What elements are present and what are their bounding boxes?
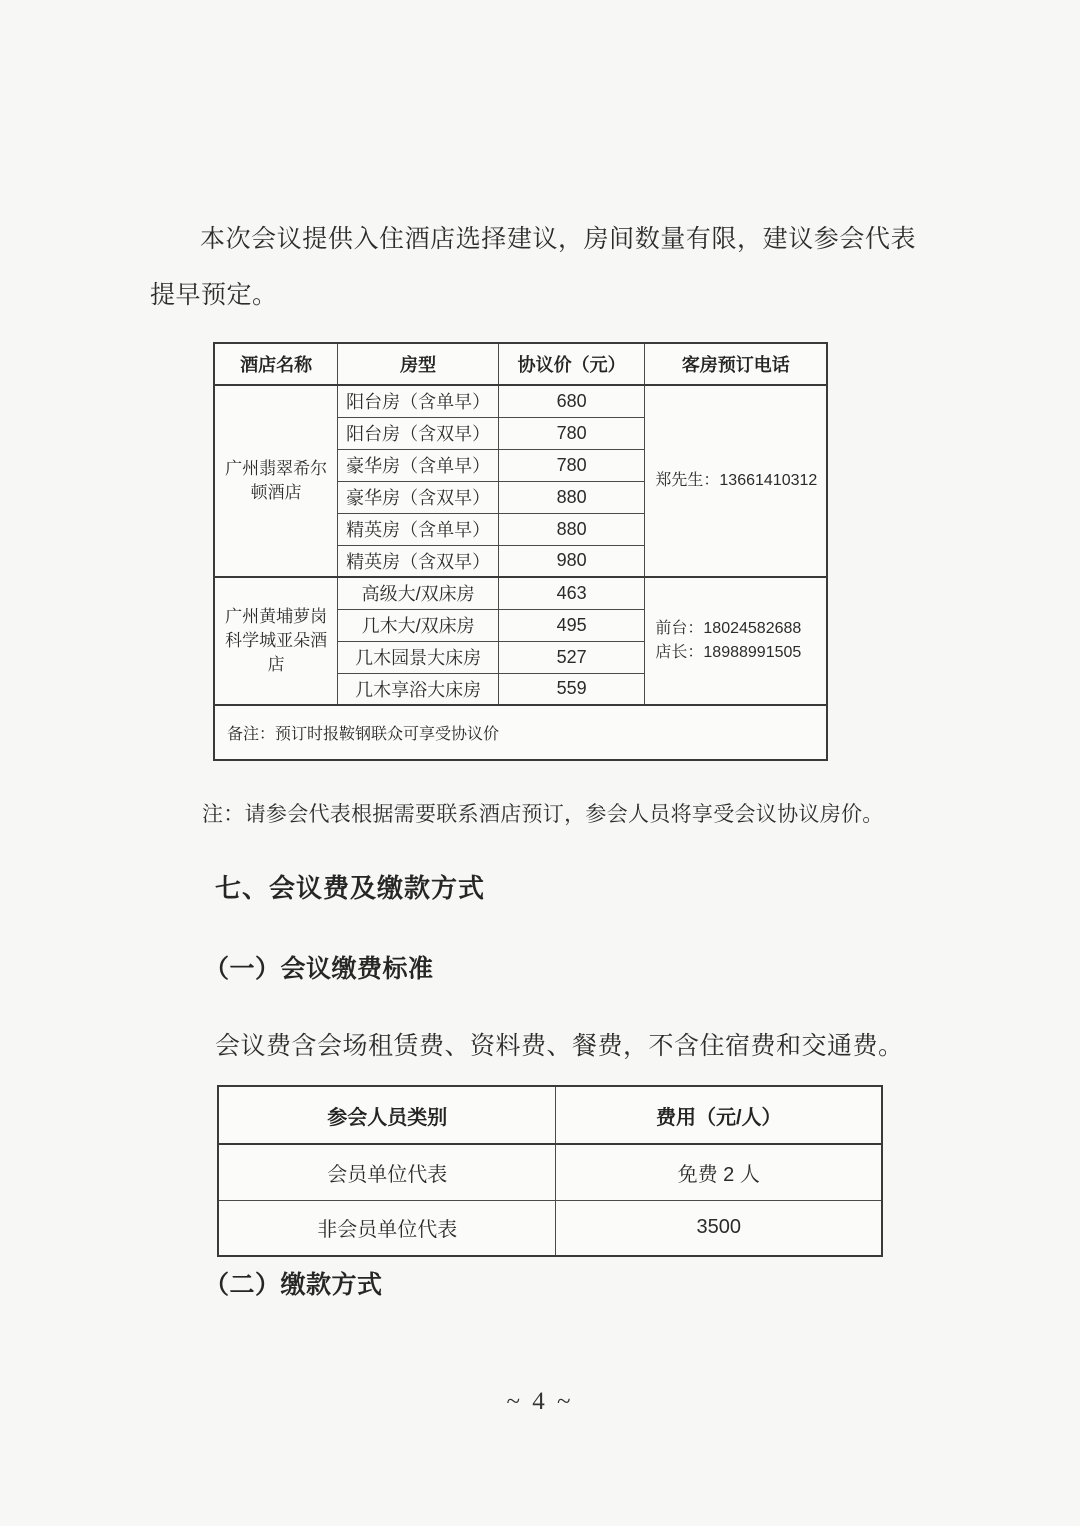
room-type-cell: 阳台房（含双早） [338,417,499,449]
phone-manager: 店长：18988991505 [655,644,802,661]
hotel-name-cell: 广州黄埔萝岗科学城亚朵酒店 [214,577,338,705]
room-type-cell: 豪华房（含单早） [338,449,499,481]
price-cell: 880 [498,513,645,545]
header-room-type: 房型 [338,343,499,385]
subsection-heading-two: （二）缴款方式 [204,1271,383,1299]
room-type-cell: 豪华房（含双早） [338,481,499,513]
price-cell: 980 [498,545,645,577]
phone-front-desk: 前台：18024582688 [655,620,802,637]
header-phone: 客房预订电话 [645,343,827,385]
price-cell: 559 [498,673,645,705]
fee-table-header-row [218,1086,882,1144]
room-type-cell: 阳台房（含单早） [338,385,499,417]
phone-cell: 郑先生：13661410312 [645,385,827,577]
page-number: ~ 4 ~ [506,1388,574,1415]
price-cell: 680 [498,385,645,417]
subsection-heading-one: （一）会议缴费标准 [204,955,434,983]
price-cell: 527 [498,641,645,673]
price-cell: 463 [498,577,645,609]
remark-cell: 备注：预订时报鞍钢联众可享受协议价 [214,705,827,760]
room-type-cell: 几木享浴大床房 [338,673,499,705]
hotel-table [213,342,828,761]
room-type-cell: 高级大/双床房 [338,577,499,609]
table-row [214,385,827,417]
section-heading-seven: 七、会议费及缴款方式 [215,873,486,903]
room-type-cell: 精英房（含双早） [338,545,499,577]
table-row [218,1200,882,1256]
booking-note: 注：请参会代表根据需要联系酒店预订，参会人员将享受会议协议房价。 [202,802,884,826]
fee-value-cell: 免费 2 人 [556,1144,882,1200]
room-type-cell: 几木大/双床房 [338,609,499,641]
hotel-name-cell: 广州翡翠希尔顿酒店 [214,385,338,577]
price-cell: 880 [498,481,645,513]
fee-table [217,1085,883,1257]
phone-cell [645,577,827,705]
header-attendee-category: 参会人员类别 [218,1086,556,1144]
header-fee: 费用（元/人） [556,1086,882,1144]
price-cell: 780 [498,449,645,481]
table-row [214,577,827,609]
hotel-table-header-row [214,343,827,385]
intro-paragraph: 本次会议提供入住酒店选择建议，房间数量有限，建议参会代表提早预定。 [150,226,916,309]
price-cell: 495 [498,609,645,641]
fee-category-cell: 非会员单位代表 [218,1200,556,1256]
fee-description: 会议费含会场租赁费、资料费、餐费，不含住宿费和交通费。 [215,1033,904,1060]
room-type-cell: 精英房（含单早） [338,513,499,545]
table-row [214,705,827,760]
table-row [218,1144,882,1200]
room-type-cell: 几木园景大床房 [338,641,499,673]
fee-value-cell: 3500 [556,1200,882,1256]
fee-category-cell: 会员单位代表 [218,1144,556,1200]
price-cell: 780 [498,417,645,449]
header-price: 协议价（元） [498,343,645,385]
header-hotel-name: 酒店名称 [214,343,338,385]
